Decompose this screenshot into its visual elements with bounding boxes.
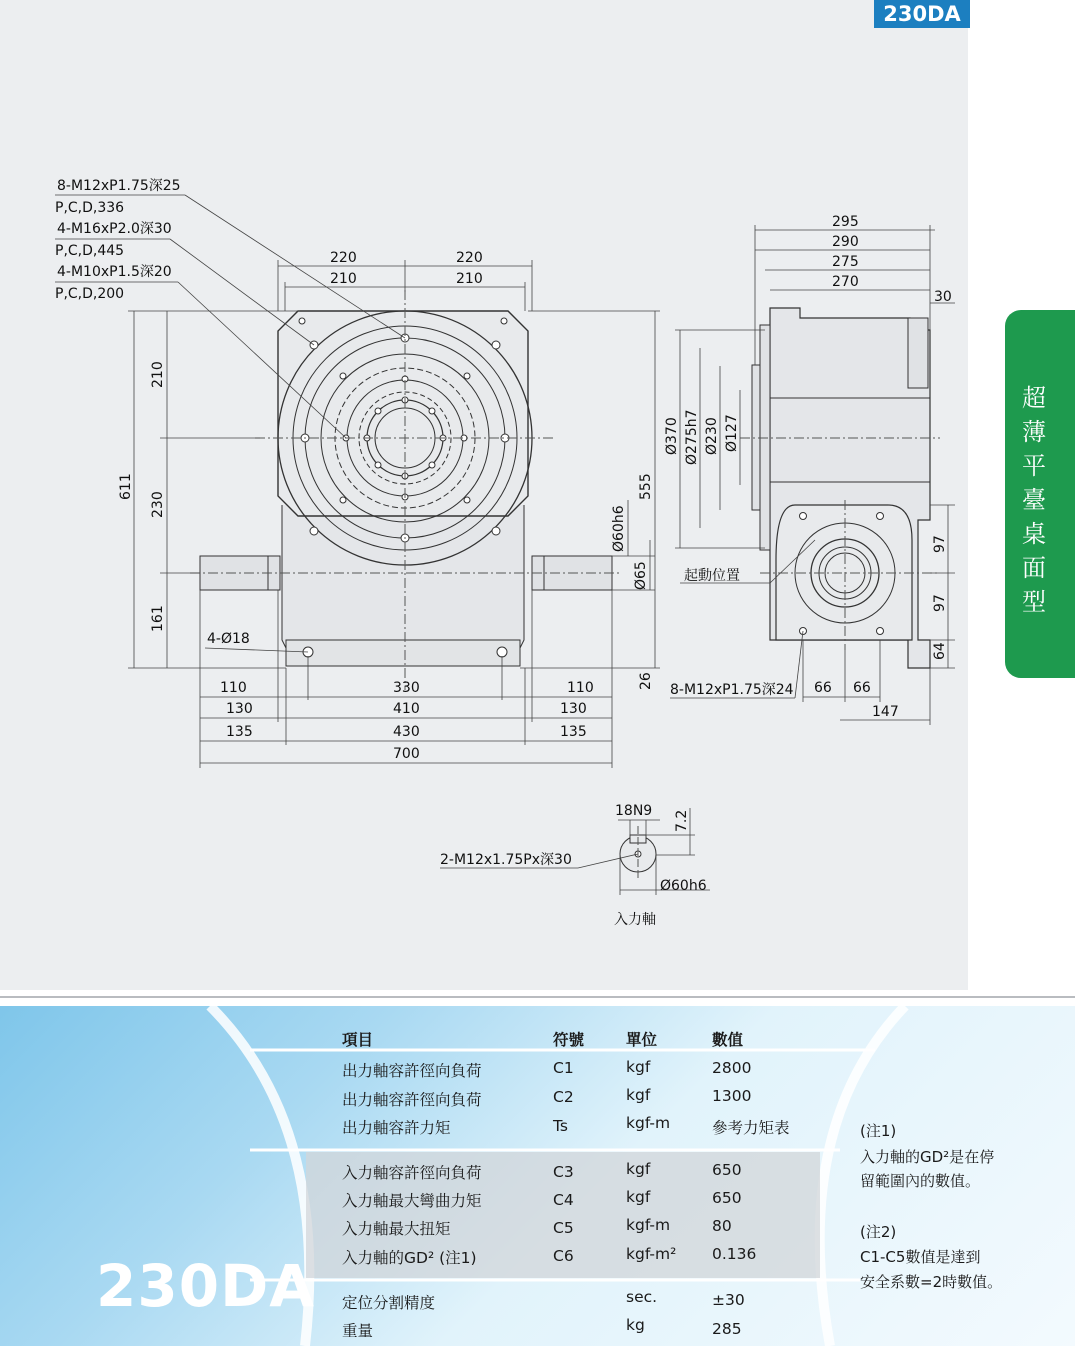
side-tab-char: 超 bbox=[1022, 384, 1046, 412]
side-tab-char: 型 bbox=[1022, 588, 1046, 616]
row-symbol: C6 bbox=[553, 1247, 574, 1265]
header-item: 項目 bbox=[342, 1031, 374, 1049]
dim-97-upper: 97 bbox=[932, 535, 948, 553]
dim-shaft-dia: Ø60h6 bbox=[611, 505, 627, 552]
shaft-dia-label: Ø60h6 bbox=[660, 878, 707, 894]
dim-127: Ø127 bbox=[724, 414, 740, 452]
row-value: 80 bbox=[712, 1217, 732, 1235]
callout-6: P,C,D,200 bbox=[55, 286, 125, 302]
dim-110-left: 110 bbox=[220, 680, 247, 696]
series-side-tab bbox=[1005, 310, 1075, 678]
row-unit: kgf bbox=[626, 1188, 651, 1206]
model-big-title: 230DA bbox=[96, 1252, 316, 1320]
dim-135-left: 135 bbox=[226, 724, 253, 740]
row-item: 出力軸容許徑向負荷 bbox=[342, 1062, 482, 1080]
callout-2: P,C,D,336 bbox=[55, 200, 125, 216]
row-item: 入力軸最大扭矩 bbox=[342, 1220, 451, 1238]
dim-top-210-right: 210 bbox=[456, 271, 483, 287]
row-unit: kg bbox=[626, 1316, 645, 1334]
model-badge: 230DA bbox=[874, 0, 970, 28]
header-value: 數值 bbox=[712, 1031, 744, 1049]
dim-330: 330 bbox=[393, 680, 420, 696]
row-item: 重量 bbox=[342, 1322, 374, 1340]
callout-1: 8-M12xP1.75深25 bbox=[57, 178, 181, 194]
dim-66-right: 66 bbox=[853, 680, 871, 696]
dim-65: Ø65 bbox=[633, 561, 649, 590]
row-value: 650 bbox=[712, 1161, 742, 1179]
row-value: 參考力矩表 bbox=[712, 1119, 790, 1137]
dim-66-left: 66 bbox=[814, 680, 832, 696]
side-bottom-callout: 8-M12xP1.75深24 bbox=[670, 682, 794, 698]
row-symbol: C3 bbox=[553, 1163, 574, 1181]
row-item: 出力軸容許徑向負荷 bbox=[342, 1091, 482, 1109]
row-item: 定位分割精度 bbox=[342, 1294, 436, 1312]
header-symbol: 符號 bbox=[553, 1031, 585, 1049]
side-tab-char: 面 bbox=[1022, 554, 1046, 582]
callout-5: 4-M10xP1.5深20 bbox=[57, 264, 172, 280]
row-symbol: Ts bbox=[553, 1117, 568, 1135]
dim-430: 430 bbox=[393, 724, 420, 740]
side-tab-char: 臺 bbox=[1022, 486, 1046, 514]
dim-64: 64 bbox=[932, 642, 948, 660]
note1-line2: 留範圍內的數值。 bbox=[860, 1172, 981, 1190]
side-tab-char: 薄 bbox=[1022, 418, 1046, 446]
front-base bbox=[286, 640, 520, 666]
dim-295: 295 bbox=[832, 214, 859, 230]
row-symbol: C4 bbox=[553, 1191, 574, 1209]
row-value: ±30 bbox=[712, 1291, 745, 1309]
row-value: 1300 bbox=[712, 1087, 752, 1105]
dim-210-v: 210 bbox=[150, 361, 166, 388]
shaft-key-label: 18N9 bbox=[615, 803, 653, 819]
row-value: 285 bbox=[712, 1320, 742, 1338]
dim-230-dia: Ø230 bbox=[704, 417, 720, 455]
dim-top-220-right: 220 bbox=[456, 250, 483, 266]
dim-290: 290 bbox=[832, 234, 859, 250]
note1-line1: 入力軸的GD²是在停 bbox=[860, 1148, 995, 1166]
row-item: 入力軸容許徑向負荷 bbox=[342, 1164, 482, 1182]
row-item: 入力軸最大彎曲力矩 bbox=[342, 1192, 482, 1210]
dim-30: 30 bbox=[934, 289, 952, 305]
hole-label: 4-Ø18 bbox=[207, 631, 250, 647]
row-unit: kgf bbox=[626, 1058, 651, 1076]
row-value: 650 bbox=[712, 1189, 742, 1207]
dim-410: 410 bbox=[393, 701, 420, 717]
start-position-label: 起動位置 bbox=[684, 568, 740, 584]
dim-147: 147 bbox=[872, 704, 899, 720]
note2-title: (注2) bbox=[860, 1223, 897, 1241]
dim-611: 611 bbox=[118, 473, 134, 500]
callout-4: P,C,D,445 bbox=[55, 243, 125, 259]
row-value: 2800 bbox=[712, 1059, 752, 1077]
note2-line2: 安全系數=2時數值。 bbox=[860, 1273, 1003, 1291]
dim-97-lower: 97 bbox=[932, 594, 948, 612]
side-tab-char: 平 bbox=[1022, 452, 1046, 480]
dim-130-left: 130 bbox=[226, 701, 253, 717]
dim-110-right: 110 bbox=[567, 680, 594, 696]
callout-3: 4-M16xP2.0深30 bbox=[57, 221, 172, 237]
dim-230-v: 230 bbox=[150, 491, 166, 518]
dim-700: 700 bbox=[393, 746, 420, 762]
shaft-thread-label: 2-M12x1.75Px深30 bbox=[440, 852, 572, 868]
section-divider bbox=[0, 996, 1075, 998]
row-symbol: C1 bbox=[553, 1059, 574, 1077]
row-item: 出力軸容許力矩 bbox=[342, 1119, 451, 1137]
row-unit: kgf bbox=[626, 1086, 651, 1104]
input-shaft-label: 入力軸 bbox=[614, 912, 656, 928]
dim-275: 275 bbox=[832, 254, 859, 270]
dim-26: 26 bbox=[638, 672, 654, 690]
dim-130-right: 130 bbox=[560, 701, 587, 717]
row-symbol: C2 bbox=[553, 1088, 574, 1106]
row-unit: kgf-m bbox=[626, 1114, 671, 1132]
shaft-key-depth: 7.2 bbox=[674, 809, 690, 832]
row-unit: kgf-m bbox=[626, 1216, 671, 1234]
dim-370: Ø370 bbox=[664, 417, 680, 455]
dim-275h7: Ø275h7 bbox=[684, 409, 700, 465]
row-symbol: C5 bbox=[553, 1219, 574, 1237]
row-unit: kgf bbox=[626, 1160, 651, 1178]
dim-555: 555 bbox=[638, 473, 654, 500]
dim-top-220-left: 220 bbox=[330, 250, 357, 266]
dim-161-v: 161 bbox=[150, 605, 166, 632]
dim-135-right: 135 bbox=[560, 724, 587, 740]
row-unit: kgf-m² bbox=[626, 1245, 677, 1263]
note2-line1: C1-C5數值是達到 bbox=[860, 1248, 981, 1266]
header-unit: 單位 bbox=[626, 1031, 658, 1049]
side-tab-char: 桌 bbox=[1022, 520, 1046, 548]
dim-270: 270 bbox=[832, 274, 859, 290]
row-unit: sec. bbox=[626, 1288, 658, 1306]
spec-section bbox=[0, 1006, 1075, 1346]
note1-title: (注1) bbox=[860, 1122, 897, 1140]
row-value: 0.136 bbox=[712, 1245, 757, 1263]
dim-top-210-left: 210 bbox=[330, 271, 357, 287]
row-item: 入力軸的GD² (注1) bbox=[342, 1249, 477, 1267]
